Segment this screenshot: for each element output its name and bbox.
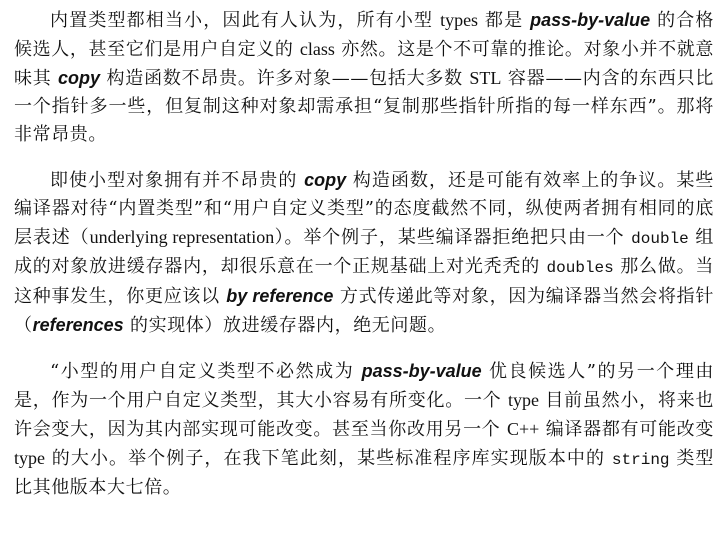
text-run: 容器——内含的东西只比一个指针多一些，但复制这种对象却需承担“复制那些指针所指的每一样东西”。那将非常昂贵。 <box>14 68 714 145</box>
emphasis-term: pass-by-value <box>361 361 482 381</box>
text-run: 优良候选人”的另一个理由是，作为一个用户自定义类型，其大小容易有所变化。一个 <box>14 361 714 411</box>
code-term: string <box>611 451 670 469</box>
paragraph-3 <box>14 357 714 502</box>
text-run: 组成的对象放进缓存器内，却很乐意在一个正规基础上对光秃秃的 <box>14 227 714 277</box>
latin-term: types <box>440 10 479 30</box>
latin-term: C++ <box>506 419 540 439</box>
emphasis-term: copy <box>58 68 101 88</box>
code-term: doubles <box>546 259 614 277</box>
text-run: 亦然。这是个不可靠的推论。对象小并不就意味其 <box>14 39 714 89</box>
paragraph-2 <box>14 166 714 340</box>
text-run: 的合格候选人，甚至它们是用户自定义的 <box>14 10 715 60</box>
emphasis-term: copy <box>304 170 347 190</box>
latin-term: type <box>507 390 539 410</box>
latin-term: underlying representation <box>89 227 275 247</box>
emphasis-term: by reference <box>226 286 334 306</box>
latin-term: class <box>299 39 335 59</box>
text-run: 构造函数不昂贵。许多对象——包括大多数 <box>100 68 470 89</box>
emphasis-term: pass-by-value <box>530 10 651 30</box>
paragraph-1 <box>14 6 714 149</box>
text-run: 类型比其他版本大七倍。 <box>14 448 714 498</box>
text-run: 内置类型都相当小，因此有人认为，所有小型 <box>50 10 441 31</box>
text-run: “小型的用户自定义类型不必然成为 <box>50 361 362 382</box>
text-run: 那么做。当这种事发生，你更应该以 <box>14 256 714 307</box>
text-run: 即使小型对象拥有并不昂贵的 <box>50 170 305 191</box>
document-page <box>14 6 714 502</box>
latin-term: type <box>14 448 45 468</box>
text-run: 编译器都有可能改变 <box>539 419 714 440</box>
text-run: 构造函数，还是可能有效率上的争议。某些编译器对待“内置类型”和“用户自定义类型”的态度截然不同，纵使两者拥有相同的底层表述（ <box>14 170 714 248</box>
text-run: 都是 <box>478 10 531 31</box>
text-run: 的实现体）放进缓存器内，绝无问题。 <box>123 315 447 336</box>
text-run: 的大小。举个例子，在我下笔此刻，某些标准程序库实现版本中的 <box>45 448 612 469</box>
latin-term: STL <box>469 68 502 88</box>
code-term: double <box>631 230 689 248</box>
text-run: 目前虽然小，将来也许会变大，因为其内部实现可能改变。甚至当你改用另一个 <box>14 390 714 440</box>
emphasis-term: references <box>32 315 124 335</box>
text-run: ）。举个例子，某些编译器拒绝把只由一个 <box>274 227 632 248</box>
text-run: 方式传递此等对象，因为编译器当然会将指针（ <box>14 286 714 336</box>
